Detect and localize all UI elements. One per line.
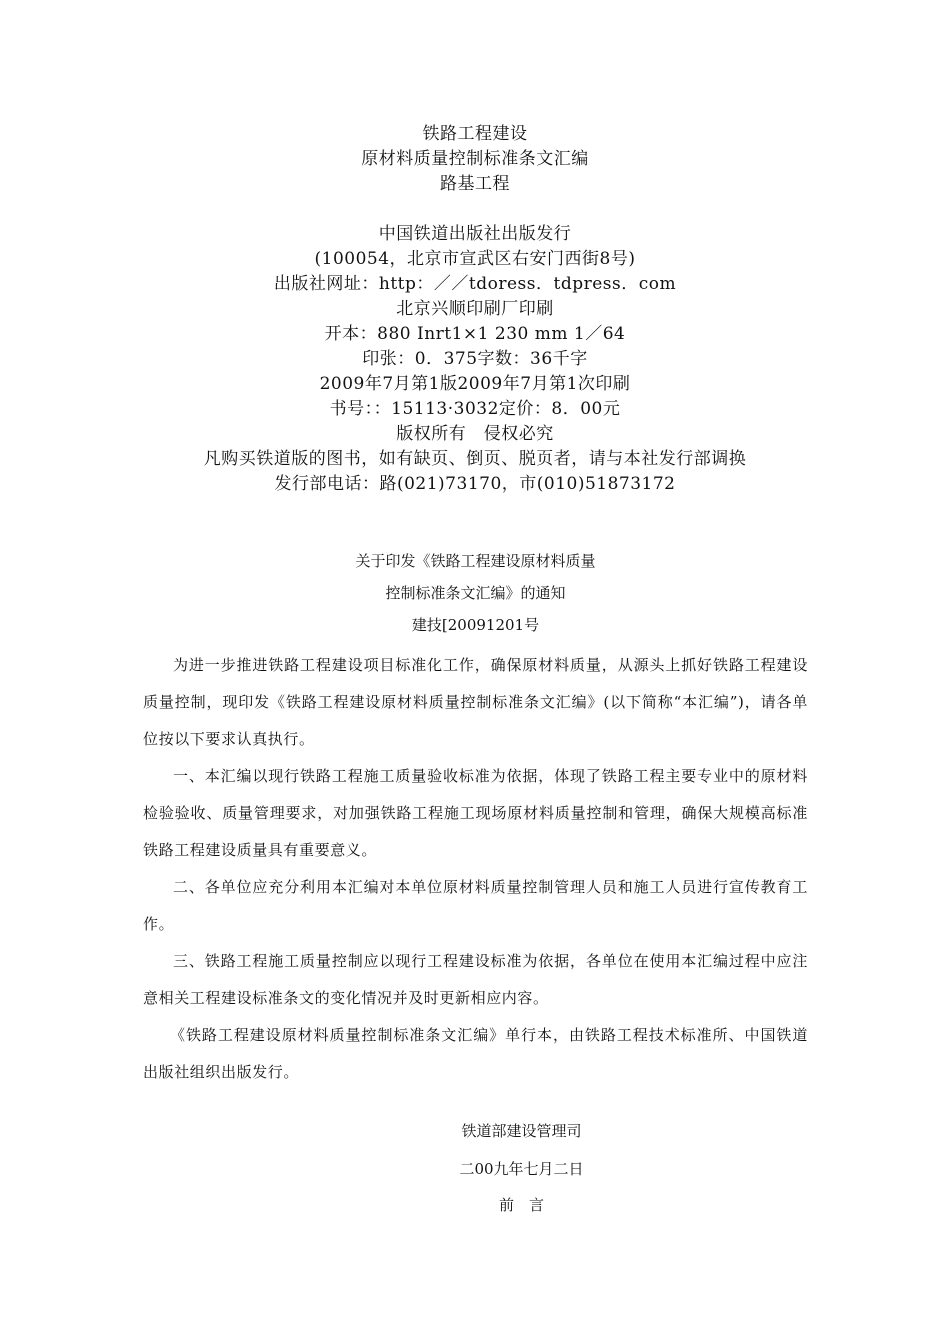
notice-body — [143, 545, 808, 1091]
notice-paragraph-intro: 为进一步推进铁路工程建设项目标准化工作，确保原材料质量，从源头上抓好铁路工程建设质量控制，现印发《铁路工程建设原材料质量控制标准条文汇编》(以下简称“本汇编”)，请各单位按以下要求认真执行。 — [143, 656, 808, 748]
book-subtitle: 路基工程 — [440, 174, 510, 194]
publisher-website: 出版社网址：http：／／tdoress．tdpress．com — [273, 274, 677, 294]
defect-exchange-notice: 凡购买铁道版的图书，如有缺页、倒页、脱页者，请与本社发行部调换 — [203, 449, 747, 469]
colophon-spacer — [0, 197, 950, 222]
notice-date: 二00九年七月二日 — [459, 1160, 584, 1178]
book-format: 开本：880 Inrt1×1 230 mm 1／64 — [324, 324, 626, 344]
copyright-notice: 版权所有 侵权必究 — [396, 424, 554, 444]
edition-info: 2009年7月第1版2009年7月第1次印刷 — [319, 374, 631, 394]
printer: 北京兴顺印刷厂印刷 — [396, 299, 554, 319]
publisher-address: (100054，北京市宣武区右安门西街8号) — [314, 249, 636, 269]
sales-phone: 发行部电话：路(021)73170，市(010)51873172 — [274, 474, 676, 494]
notice-title-line1: 关于印发《铁路工程建设原材料质量 — [355, 552, 596, 570]
notice-issuer: 铁道部建设管理司 — [461, 1122, 582, 1140]
notice-title-line2: 控制标准条文汇编》的通知 — [385, 584, 566, 602]
sheets-and-words: 印张：0．375字数：36千字 — [362, 349, 588, 369]
next-section-heading: 前 言 — [498, 1196, 544, 1214]
publisher: 中国铁道出版社出版发行 — [378, 224, 572, 244]
isbn-price: 书号：：15113·3032定价：8．00元 — [329, 399, 621, 419]
notice-paragraph-closing: 《铁路工程建设原材料质量控制标准条文汇编》单行本，由铁路工程技术标准所、中国铁道出版社组织出版发行。 — [143, 1026, 808, 1081]
book-title: 原材料质量控制标准条文汇编 — [361, 149, 589, 169]
series-title: 铁路工程建设 — [422, 124, 528, 144]
notice-paragraph-one: 一、本汇编以现行铁路工程施工质量验收标准为依据，体现了铁路工程主要专业中的原材料检验验收、质量管理要求，对加强铁路工程施工现场原材料质量控制和管理，确保大规模高标准铁路工程建设质量具有重要意义。 — [143, 767, 808, 859]
colophon — [0, 122, 950, 497]
notice-paragraph-two: 二、各单位应充分利用本汇编对本单位原材料质量控制管理人员和施工人员进行宣传教育工作。 — [143, 878, 808, 933]
notice-paragraph-three: 三、铁路工程施工质量控制应以现行工程建设标准为依据，各单位在使用本汇编过程中应注意相关工程建设标准条文的变化情况并及时更新相应内容。 — [143, 952, 808, 1007]
notice-doc-number: 建技[20091201号 — [411, 616, 540, 634]
